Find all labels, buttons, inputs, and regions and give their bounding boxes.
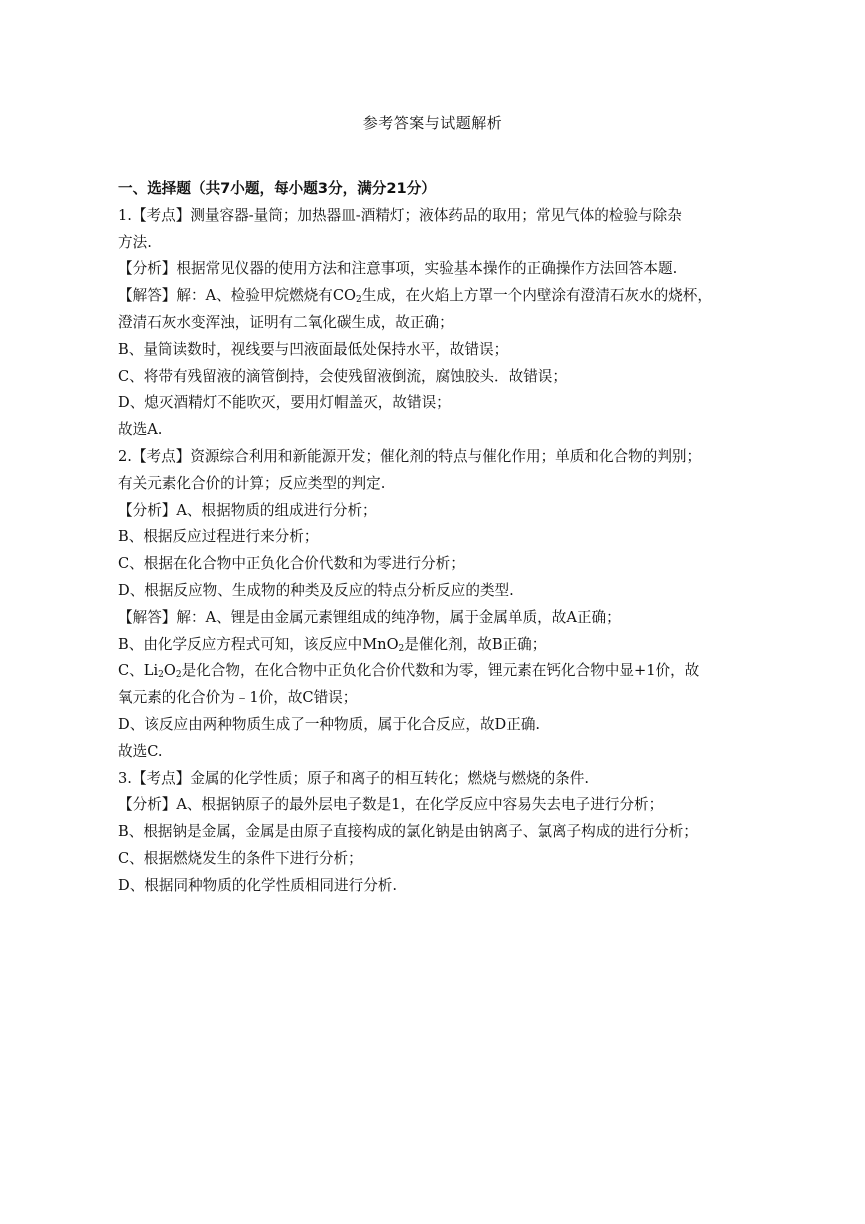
q3-fenxi-c: C、根据燃烧发生的条件下进行分析； [118, 849, 363, 867]
q2-kaodian-text: 资源综合利用和新能源开发；催化剂的特点与催化作用；单质和化合物的判别； [190, 447, 702, 465]
q2-jieda-c-text-mid: O [163, 662, 176, 680]
q1-kaodian [118, 203, 740, 230]
q1-fenxi [118, 256, 740, 283]
q2-jieda-d: D、该反应由两种物质生成了一种物质，属于化合反应，故D正确. [118, 715, 541, 733]
q2-jieda-b-text-a: B、由化学反应方程式可知，该反应中MnO [118, 635, 399, 653]
q3-number: 3. [118, 769, 132, 787]
q1-jieda-text-a: 解：A、检验甲烷燃烧有CO [176, 287, 356, 305]
q2-fenxi-tag: 【分析】 [118, 501, 177, 519]
q1-kaodian-tag: 【考点】 [131, 206, 191, 224]
q1-jieda-text-b: 生成，在火焰上方罩一个内壁涂有澄清石灰水的烧杯， [361, 287, 712, 305]
q3-fenxi-text: A、根据钠原子的最外层电子数是1，在化学反应中容易失去电子进行分析； [176, 796, 664, 814]
q2-jieda-tag: 【解答】 [118, 608, 177, 626]
q2-kaodian-cont: 有关元素化合价的计算；反应类型的判定. [118, 474, 386, 492]
q3-fenxi-tag: 【分析】 [118, 796, 177, 814]
q2-jieda-c [118, 658, 740, 685]
q1-jieda-sub: 2 [356, 295, 362, 306]
q3-fenxi-b: B、根据钠是金属，金属是由原子直接构成的氯化钠是由钠离子、氯离子构成的进行分析； [118, 823, 698, 841]
q1-number: 1. [118, 206, 132, 224]
q3-fenxi-d: D、根据同种物质的化学性质相同进行分析. [118, 876, 398, 894]
q2-fenxi-c: C、根据在化合物中正负化合价代数和为零进行分析； [118, 555, 465, 573]
q2-jieda-b-text-b: 是催化剂，故B正确； [404, 635, 547, 653]
q2-jieda-b [118, 632, 740, 659]
q2-jieda-text: 解：A、锂是由金属元素锂组成的纯净物，属于金属单质，故A正确； [176, 608, 621, 626]
q1-option-c: C、将带有残留液的滴管倒持，会使残留液倒流，腐蚀胶头．故错误； [118, 367, 567, 385]
q3-kaodian [118, 766, 740, 793]
section-heading: 一、选择题（共7小题，每小题3分，满分21分） [118, 180, 436, 197]
q3-kaodian-tag: 【考点】 [131, 769, 191, 787]
q3-fenxi [118, 792, 740, 819]
q2-jieda-c-text-b: 是化合物，在化合物中正负化合价代数和为零，锂元素在钙化合物中显+1价，故 [181, 662, 700, 680]
q2-answer: 故选C. [118, 742, 163, 760]
q1-fenxi-tag: 【分析】 [118, 260, 177, 278]
q2-jieda-c-text-a: C、Li [118, 662, 159, 680]
q2-jieda-c-sub2: 2 [175, 670, 182, 681]
q1-kaodian-cont: 方法. [118, 233, 152, 251]
q1-option-d: D、熄灭酒精灯不能吹灭，要用灯帽盖灭，故错误； [118, 394, 451, 412]
q2-fenxi-d: D、根据反应物、生成物的种类及反应的特点分析反应的类型. [118, 581, 514, 599]
q1-jieda [118, 283, 740, 310]
q1-option-b: B、量筒读数时，视线要与凹液面最低处保持水平，故错误； [118, 340, 509, 358]
q2-jieda-c-sub1: 2 [158, 670, 164, 681]
q2-jieda-c-cont: 氧元素的化合价为﹣1价，故C错误； [118, 689, 358, 707]
q2-fenxi-text: A、根据物质的组成进行分析； [176, 501, 377, 519]
q2-fenxi-b: B、根据反应过程进行来分析； [118, 528, 319, 546]
document-body [118, 176, 740, 900]
q1-jieda-tag: 【解答】 [118, 287, 177, 305]
q2-fenxi [118, 498, 740, 525]
q3-kaodian-text: 金属的化学性质；原子和离子的相互转化；燃烧与燃烧的条件. [190, 769, 590, 787]
q1-kaodian-text: 测量容器-量筒；加热器皿-酒精灯；液体药品的取用；常见气体的检验与除杂 [190, 206, 682, 224]
q2-kaodian [118, 444, 740, 471]
q1-jieda-cont: 澄清石灰水变浑浊，证明有二氧化碳生成，故正确； [118, 313, 454, 331]
q2-number: 2. [118, 447, 132, 465]
q2-kaodian-tag: 【考点】 [131, 447, 191, 465]
page-title: 参考答案与试题解析 [362, 114, 503, 132]
q2-jieda [118, 605, 740, 632]
q1-fenxi-text: 根据常见仪器的使用方法和注意事项，实验基本操作的正确操作方法回答本题. [176, 260, 678, 278]
q1-answer: 故选A. [118, 421, 163, 439]
q2-jieda-b-sub: 2 [398, 643, 405, 654]
